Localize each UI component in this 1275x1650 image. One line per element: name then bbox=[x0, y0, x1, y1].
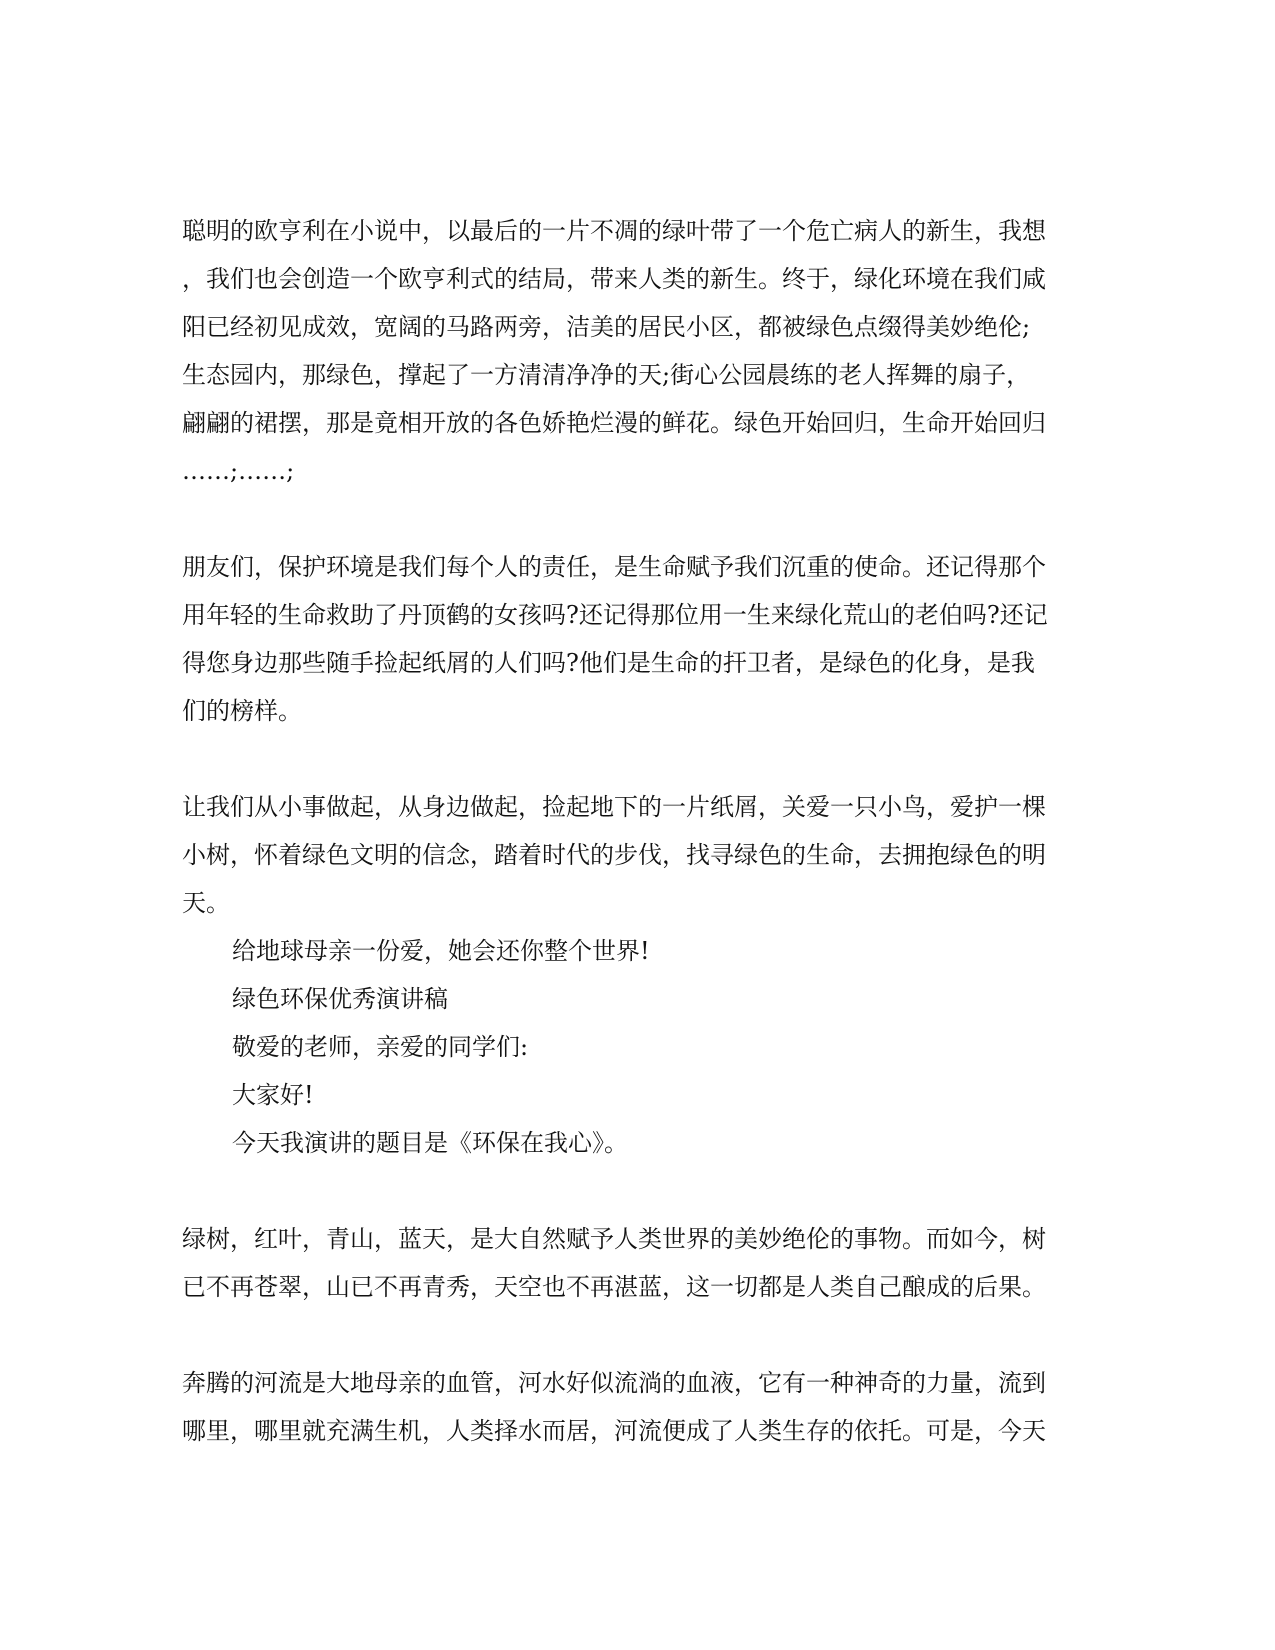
speech-title: 绿色环保优秀演讲稿 bbox=[232, 985, 448, 1013]
document-body bbox=[182, 207, 1092, 1455]
text-line: 翩翩的裙摆，那是竟相开放的各色娇艳烂漫的鲜花。绿色开始回归，生命开始回归 bbox=[182, 409, 1046, 437]
salutation-line: 敬爱的老师，亲爱的同学们: bbox=[232, 1033, 529, 1061]
slogan-line: 给地球母亲一份爱，她会还你整个世界! bbox=[232, 937, 650, 965]
greeting-line: 大家好! bbox=[232, 1081, 314, 1109]
text-line: 阳已经初见成效，宽阔的马路两旁，洁美的居民小区，都被绿色点缀得美妙绝伦; bbox=[182, 313, 1031, 341]
topic-line: 今天我演讲的题目是《环保在我心》。 bbox=[232, 1129, 628, 1157]
paragraph-friends bbox=[182, 543, 1092, 735]
paragraph-spacer bbox=[182, 1311, 1092, 1359]
text-line: 哪里，哪里就充满生机，人类择水而居，河流便成了人类生存的依托。可是，今天 bbox=[182, 1417, 1046, 1445]
paragraph-green-leaf bbox=[182, 207, 1092, 495]
text-line: 聪明的欧亨利在小说中，以最后的一片不凋的绿叶带了一个危亡病人的新生，我想 bbox=[182, 217, 1046, 245]
text-line: 生态园内，那绿色，撑起了一方清清净净的天;街心公园晨练的老人挥舞的扇子， bbox=[182, 361, 1031, 389]
text-line: ……;……; bbox=[182, 457, 295, 485]
paragraph-nature bbox=[182, 1215, 1092, 1311]
paragraph-spacer bbox=[182, 1167, 1092, 1215]
paragraph-small-things bbox=[182, 783, 1092, 927]
text-line: 天。 bbox=[182, 889, 230, 917]
text-line: 们的榜样。 bbox=[182, 697, 302, 725]
text-line: ，我们也会创造一个欧亨利式的结局，带来人类的新生。终于，绿化环境在我们咸 bbox=[182, 265, 1046, 293]
text-line: 用年轻的生命救助了丹顶鹤的女孩吗?还记得那位用一生来绿化荒山的老伯吗?还记 bbox=[182, 601, 1048, 629]
text-line: 小树，怀着绿色文明的信念，踏着时代的步伐，找寻绿色的生命，去拥抱绿色的明 bbox=[182, 841, 1046, 869]
text-line: 让我们从小事做起，从身边做起，捡起地下的一片纸屑，关爱一只小鸟，爱护一棵 bbox=[182, 793, 1046, 821]
text-line: 已不再苍翠，山已不再青秀，天空也不再湛蓝，这一切都是人类自己酿成的后果。 bbox=[182, 1273, 1046, 1301]
speech-heading-block bbox=[182, 927, 1092, 1167]
paragraph-rivers bbox=[182, 1359, 1092, 1455]
text-line: 绿树，红叶，青山，蓝天，是大自然赋予人类世界的美妙绝伦的事物。而如今，树 bbox=[182, 1225, 1046, 1253]
text-line: 得您身边那些随手捡起纸屑的人们吗?他们是生命的扞卫者，是绿色的化身，是我 bbox=[182, 649, 1035, 677]
text-line: 奔腾的河流是大地母亲的血管，河水好似流淌的血液，它有一种神奇的力量，流到 bbox=[182, 1369, 1046, 1397]
text-line: 朋友们，保护环境是我们每个人的责任，是生命赋予我们沉重的使命。还记得那个 bbox=[182, 553, 1046, 581]
paragraph-spacer bbox=[182, 495, 1092, 543]
paragraph-spacer bbox=[182, 735, 1092, 783]
